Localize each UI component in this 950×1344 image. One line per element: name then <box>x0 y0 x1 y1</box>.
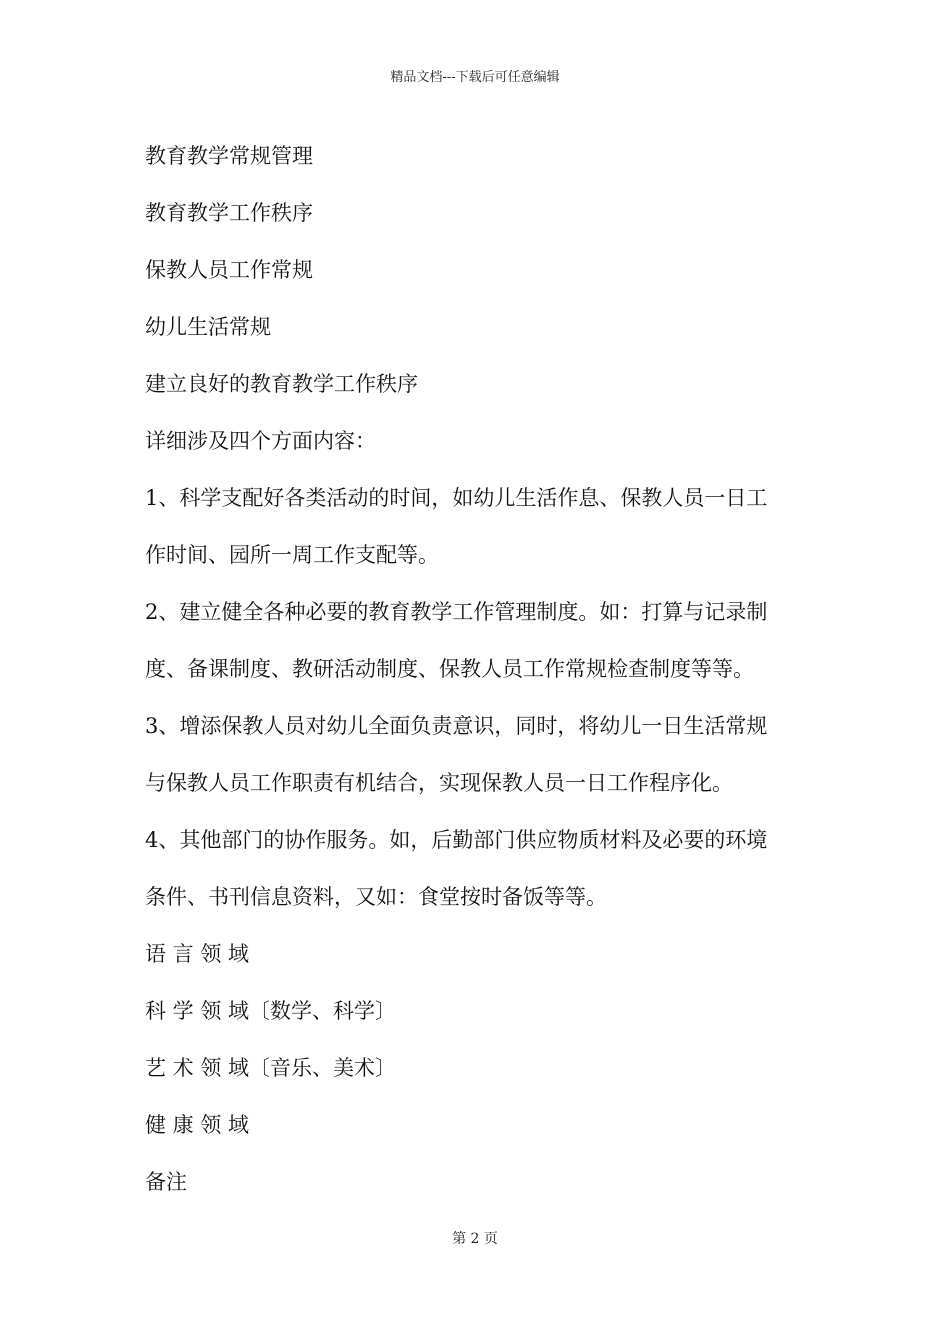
text-line: 语 言 领 域 <box>145 942 250 966</box>
text-line: 3、增添保教人员对幼儿全面负责意识，同时，将幼儿一日生活常规 <box>145 714 768 738</box>
text-line: 幼儿生活常规 <box>145 315 271 339</box>
text-line: 科 学 领 域〔数学、科学〕 <box>145 999 397 1023</box>
text-line: 条件、书刊信息资料，又如：食堂按时备饭等等。 <box>145 885 607 909</box>
text-line: 建立良好的教育教学工作秩序 <box>145 372 418 396</box>
text-line: 度、备课制度、教研活动制度、保教人员工作常规检查制度等等。 <box>145 657 754 681</box>
text-line: 教育教学常规管理 <box>145 144 313 168</box>
page-number: 第 2 页 <box>452 1231 498 1247</box>
page-header: 精品文档---下载后可任意编辑 <box>390 70 560 85</box>
document-body <box>145 128 810 1211</box>
text-line: 1、科学支配好各类活动的时间，如幼儿生活作息、保教人员一日工 <box>145 486 768 510</box>
text-line: 艺 术 领 域〔音乐、美术〕 <box>145 1056 397 1080</box>
text-line: 健 康 领 域 <box>145 1113 250 1137</box>
text-line: 与保教人员工作职责有机结合，实现保教人员一日工作程序化。 <box>145 771 733 795</box>
text-line: 4、其他部门的协作服务。如，后勤部门供应物质材料及必要的环境 <box>145 828 768 852</box>
text-line: 作时间、园所一周工作支配等。 <box>145 543 439 567</box>
text-line: 详细涉及四个方面内容： <box>145 429 376 453</box>
text-line: 备注 <box>145 1170 187 1194</box>
text-line: 保教人员工作常规 <box>145 258 313 282</box>
text-line: 2、建立健全各种必要的教育教学工作管理制度。如：打算与记录制 <box>145 600 768 624</box>
text-line: 教育教学工作秩序 <box>145 201 313 225</box>
